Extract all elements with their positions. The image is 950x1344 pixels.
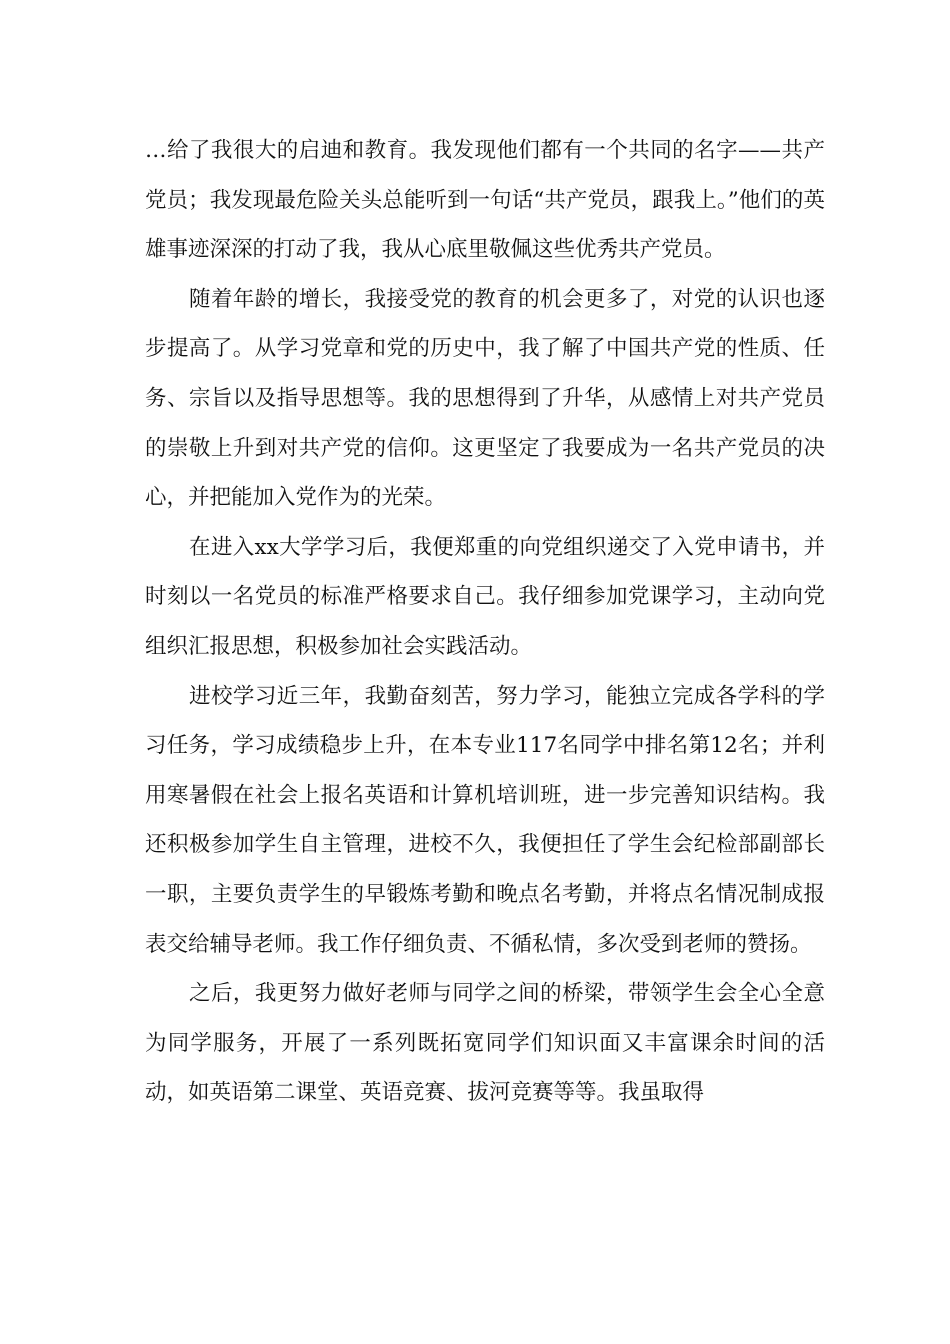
paragraph-5: 之后，我更努力做好老师与同学之间的桥梁，带领学生会全心全意为同学服务，开展了一系列既拓宽同学们知识面又丰富课余时间的活动，如英语第二课堂、英语竞赛、拔河竞赛等等。我虽取得 [145, 981, 825, 1106]
paragraph-1: …给了我很大的启迪和教育。我发现他们都有一个共同的名字——共产党员；我发现最危险关头总能听到一句话“共产党员，跟我上。”他们的英雄事迹深深的打动了我，我从心底里敬佩这些优秀共产党员。 [145, 138, 825, 263]
document-body [145, 126, 825, 1118]
paragraph-4: 进校学习近三年，我勤奋刻苦，努力学习，能独立完成各学科的学习任务，学习成绩稳步上升，在本专业117名同学中排名第12名；并利用寒暑假在社会上报名英语和计算机培训班，进一步完善知识结构。我还积极参加学生自主管理，进校不久，我便担任了学生会纪检部副部长一职，主要负责学生的早锻炼考勤和晚点名考勤，并将点名情况制成报表交给辅导老师。我工作仔细负责、不循私情，多次受到老师的赞扬。 [145, 683, 825, 957]
paragraph-3: 在进入xx大学学习后，我便郑重的向党组织递交了入党申请书，并时刻以一名党员的标准严格要求自己。我仔细参加党课学习，主动向党组织汇报思想，积极参加社会实践活动。 [145, 534, 825, 659]
paragraph-2: 随着年龄的增长，我接受党的教育的机会更多了，对党的认识也逐步提高了。从学习党章和党的历史中，我了解了中国共产党的性质、任务、宗旨以及指导思想等。我的思想得到了升华，从感情上对共产党员的崇敬上升到对共产党的信仰。这更坚定了我要成为一名共产党员的决心，并把能加入党作为的光荣。 [145, 286, 825, 511]
